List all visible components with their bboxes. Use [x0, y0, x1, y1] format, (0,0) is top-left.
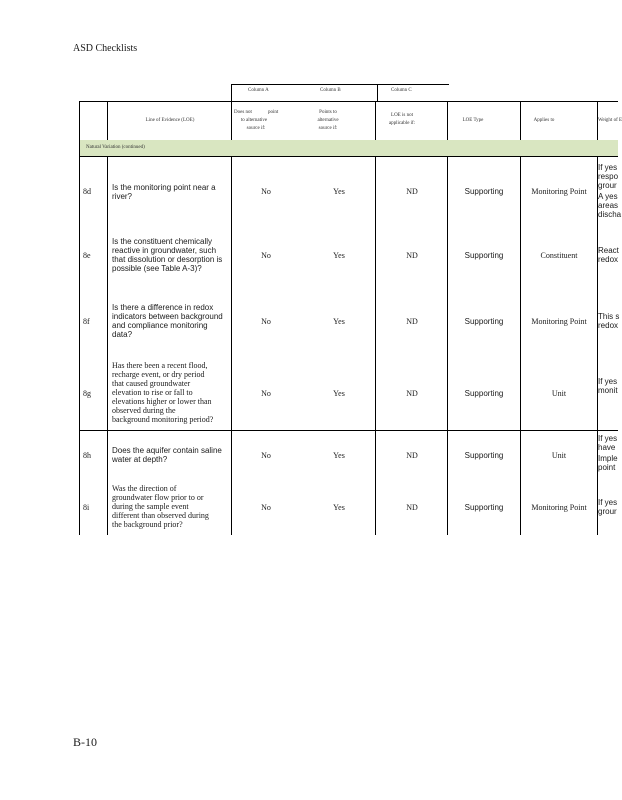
- row-col-b: Yes: [333, 187, 345, 196]
- row-col-b: Yes: [333, 451, 345, 460]
- column-group-header: [231, 84, 449, 101]
- row-loe-type: Supporting: [464, 251, 504, 260]
- column-group-a: Column A: [248, 88, 269, 93]
- row-weight: If yes respo grour A yes areas discha: [598, 163, 622, 219]
- table-border-top: [79, 101, 618, 102]
- row-col-c: ND: [406, 317, 418, 326]
- row-col-c: ND: [406, 389, 418, 398]
- row-applies-to: Monitoring Point: [531, 317, 587, 326]
- row-applies-to: Monitoring Point: [531, 503, 587, 512]
- table-border-left: [79, 101, 80, 535]
- divider: [377, 85, 378, 101]
- row-col-a: No: [261, 317, 271, 326]
- header-applies-to: Applies to: [533, 118, 555, 123]
- row-col-a: No: [261, 503, 271, 512]
- row-col-c: ND: [406, 451, 418, 460]
- row-applies-to: Unit: [551, 451, 567, 460]
- header-weight: Weight of E: [598, 118, 622, 123]
- section-band: [80, 140, 618, 156]
- row-col-c: ND: [406, 187, 418, 196]
- header-col-a-point: point: [268, 110, 279, 115]
- header-col-b-line2: alternative: [317, 118, 339, 123]
- header-col-c-line1: LOE is not: [391, 113, 413, 118]
- row-id: 8g: [83, 389, 91, 398]
- row-weight: React redox: [598, 246, 619, 264]
- row-weight: If yes have Imple point: [598, 434, 618, 472]
- row-question: Does the aquifer contain saline water at depth?: [112, 446, 222, 464]
- row-id: 8i: [83, 503, 90, 512]
- header-col-a-line1: Does not: [234, 110, 252, 115]
- row-loe-type: Supporting: [464, 187, 504, 196]
- row-question: Is there a difference in redox indicators between background and compliance monitoring data?: [112, 303, 223, 339]
- row-id: 8f: [83, 317, 90, 326]
- row-weight: If yes grour: [598, 498, 618, 516]
- divider: [375, 101, 376, 535]
- row-col-c: ND: [406, 503, 418, 512]
- row-col-b: Yes: [333, 317, 345, 326]
- row-question: Was the direction of groundwater flow prior to or during the sample event different than observed during the background prior?: [112, 484, 209, 529]
- row-id: 8h: [83, 451, 91, 460]
- row-id: 8e: [83, 251, 91, 260]
- row-loe-type: Supporting: [464, 451, 504, 460]
- row-loe-type: Supporting: [464, 503, 504, 512]
- row-question: Has there been a recent flood, recharge event, or dry period that caused groundwater elevation to rise or fall to elevations higher or lower than observed during the background monitoring period?: [112, 361, 214, 424]
- row-id: 8d: [83, 187, 91, 196]
- header-col-c-line2: applicable if:: [388, 121, 416, 126]
- divider: [107, 101, 108, 535]
- divider: [79, 156, 618, 157]
- row-col-c: ND: [406, 251, 418, 260]
- page-header: ASD Checklists: [73, 43, 138, 54]
- row-question: Is the constituent chemically reactive in groundwater, such that dissolution or desorption is possible (see Table A-3)?: [112, 237, 223, 273]
- header-col-b-line3: source if:: [318, 126, 338, 131]
- row-applies-to: Unit: [551, 389, 567, 398]
- header-col-a-line3: source if:: [246, 126, 266, 131]
- row-loe-type: Supporting: [464, 389, 504, 398]
- header-loe-type: LOE Type: [462, 118, 484, 123]
- header-col-a-line2: to alternative: [240, 118, 268, 123]
- column-group-c: Column C: [391, 88, 412, 93]
- row-applies-to: Constituent: [540, 251, 578, 260]
- row-col-a: No: [261, 389, 271, 398]
- divider: [79, 430, 618, 431]
- row-col-a: No: [261, 251, 271, 260]
- row-col-b: Yes: [333, 251, 345, 260]
- row-question: Is the monitoring point near a river?: [112, 183, 216, 201]
- row-col-a: No: [261, 451, 271, 460]
- row-col-a: No: [261, 187, 271, 196]
- row-col-b: Yes: [333, 389, 345, 398]
- row-col-b: Yes: [333, 503, 345, 512]
- row-weight: This s redox: [598, 312, 620, 330]
- header-col-b-line1: Points to: [319, 110, 337, 115]
- row-weight: If yes monit: [598, 377, 618, 395]
- row-loe-type: Supporting: [464, 317, 504, 326]
- page-number: B-10: [73, 735, 97, 749]
- section-label: Natural Variation (continued): [86, 145, 145, 150]
- column-group-b: Column B: [320, 88, 341, 93]
- header-loe: Line of Evidence (LOE): [145, 118, 195, 123]
- row-applies-to: Monitoring Point: [531, 187, 587, 196]
